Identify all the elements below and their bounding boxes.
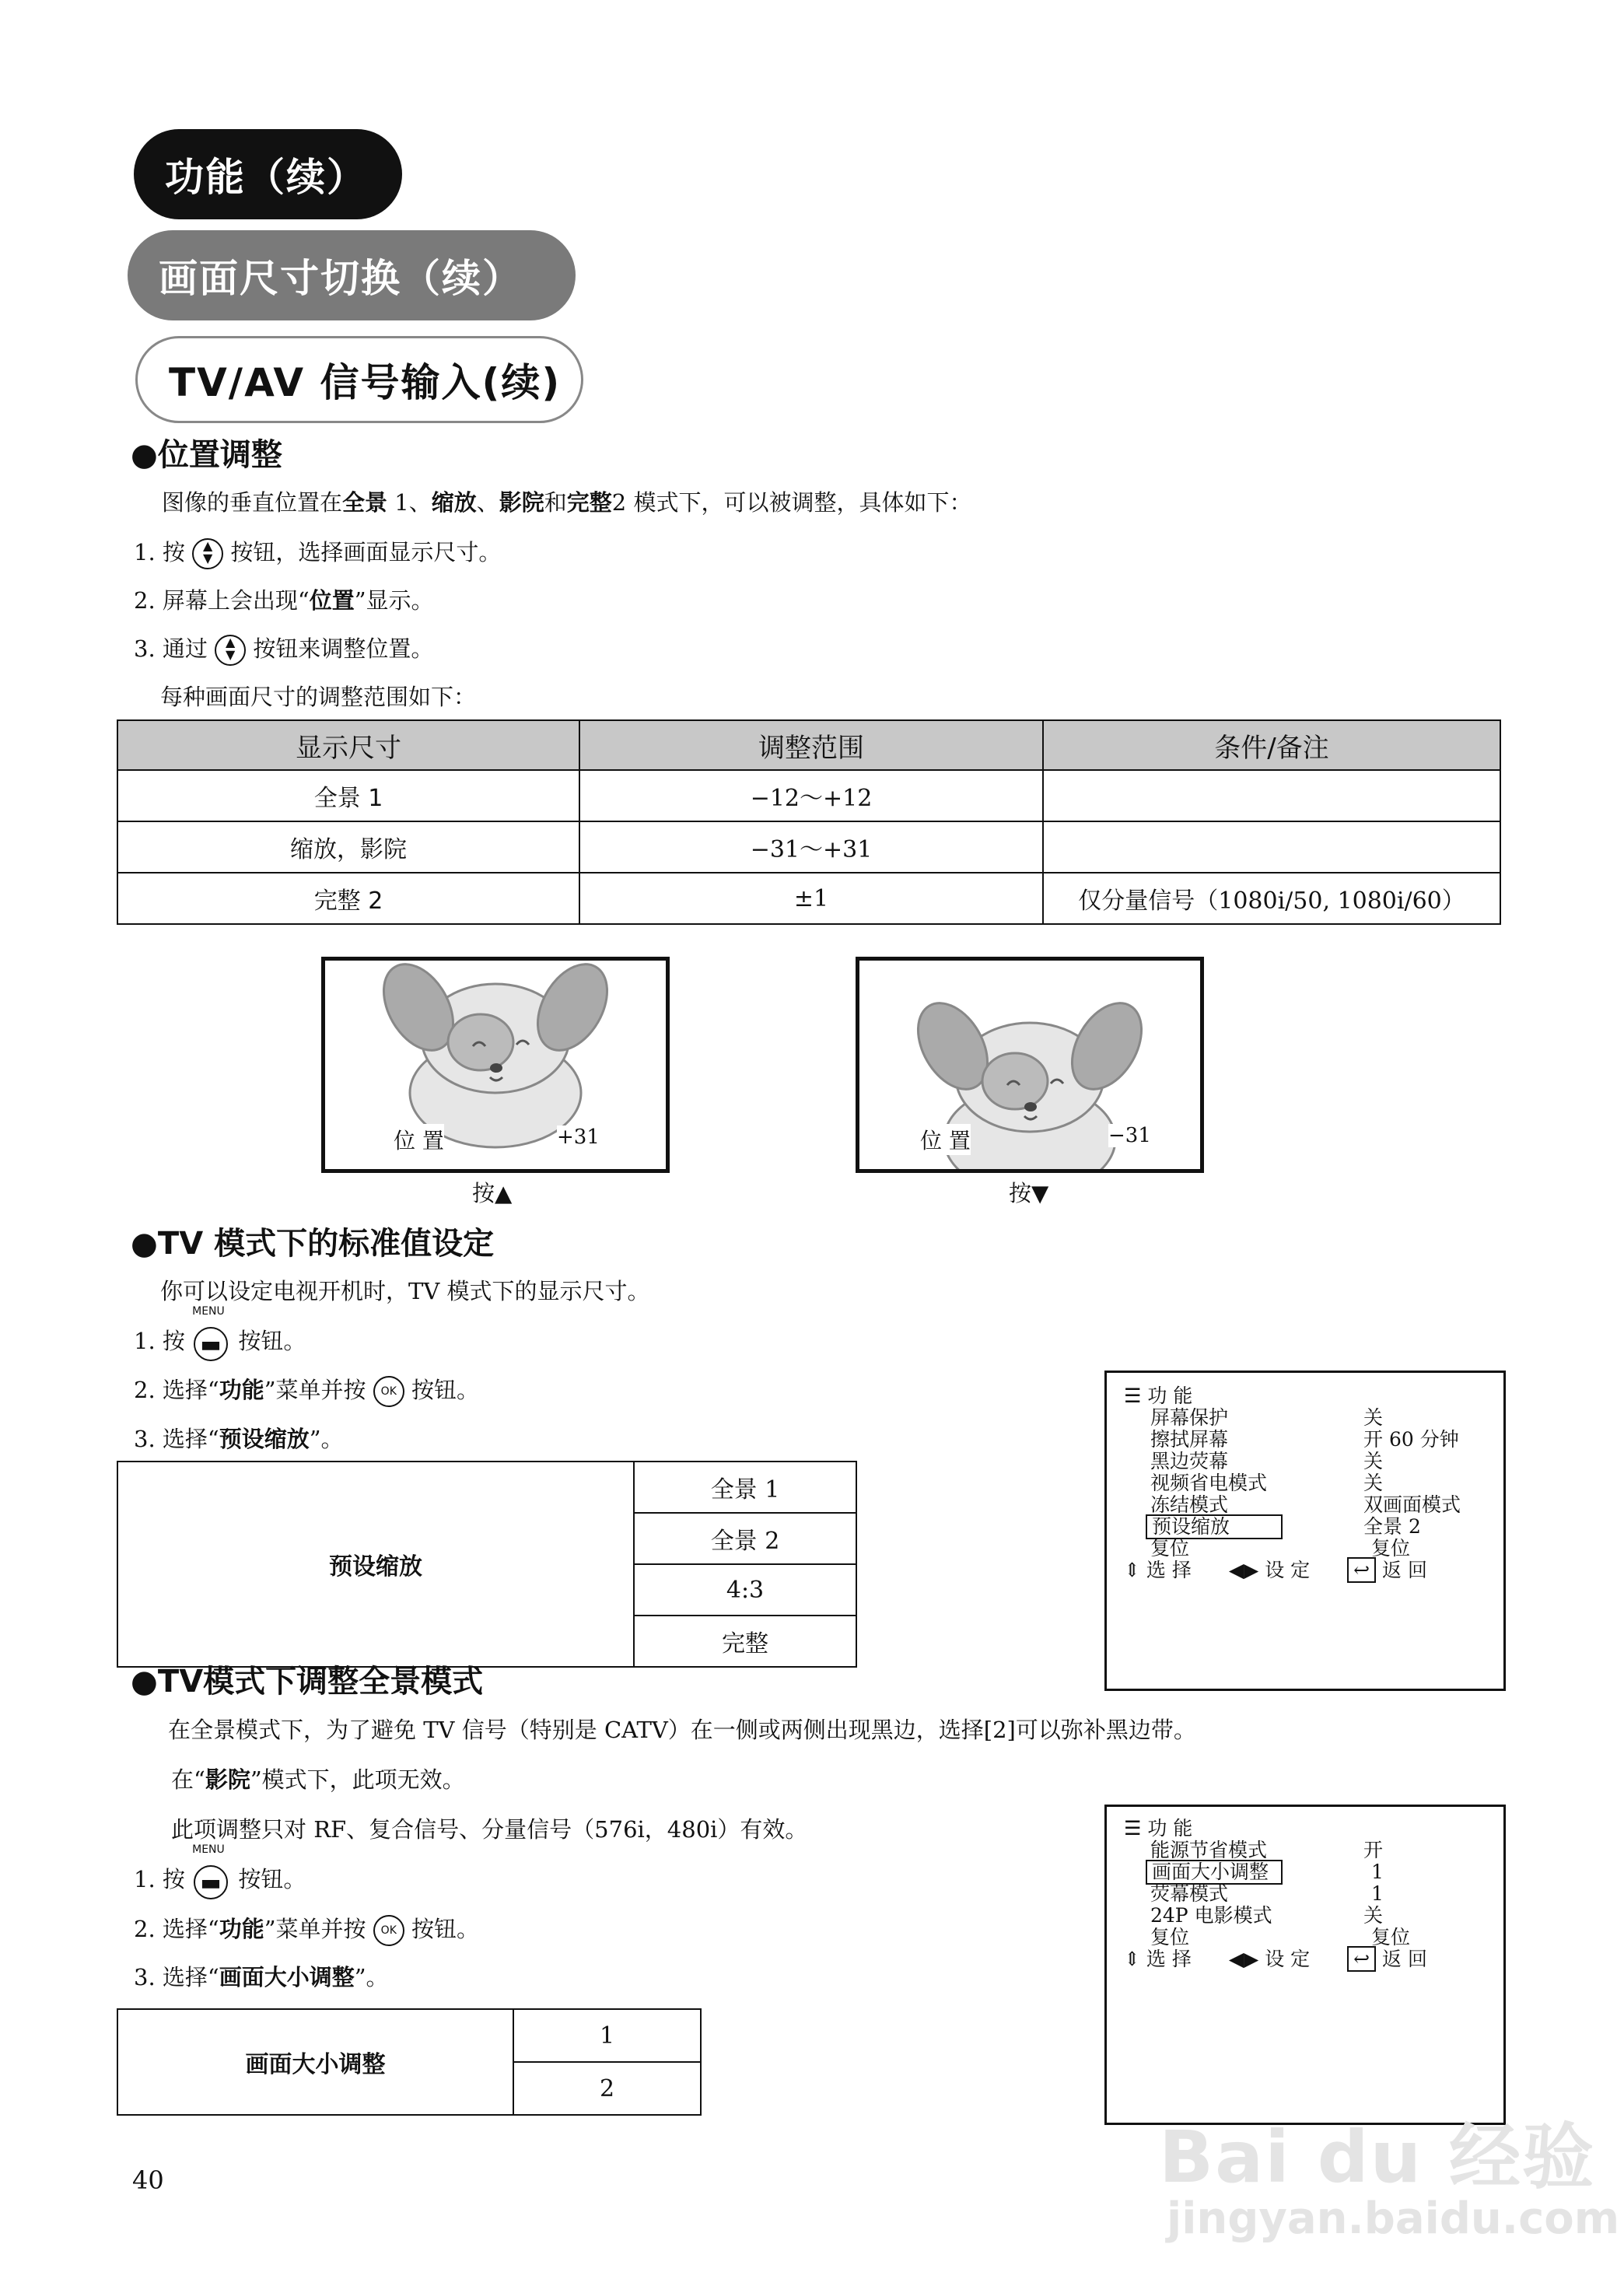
osd-item-label: 视频省电模式 [1150, 1472, 1268, 1494]
left-right-icon: ◀▶ [1228, 1948, 1259, 1970]
baidu-watermark-url: jingyan.baidu.com [1167, 2193, 1620, 2244]
up-down-icon: ⇕ [1124, 1559, 1140, 1581]
option-cell: 完整 [634, 1616, 856, 1667]
position-label: 位 置 [920, 1124, 971, 1155]
osd-item-value: 复位 [1371, 1537, 1411, 1560]
table-label: 画面大小调整 [117, 2009, 513, 2115]
chapter-title: 功能（续） [134, 129, 402, 219]
tv-default-step-3: 3. 选择“预设缩放”。 [134, 1426, 344, 1452]
ok-button-icon: OK [373, 1915, 404, 1946]
up-down-icon: ⇕ [1124, 1948, 1140, 1970]
page-number: 40 [132, 2165, 164, 2195]
osd-item-value: 关 [1363, 1904, 1384, 1927]
wide-adjust-heading: ●TV模式下调整全景模式 [131, 1664, 484, 1700]
osd-item-label: 冻结模式 [1150, 1493, 1229, 1516]
table-row: 完整 2 ±1 仅分量信号（1080i/50, 1080i/60） [117, 873, 1500, 924]
option-cell: 4:3 [634, 1564, 856, 1616]
osd-item-value: 开 [1363, 1839, 1384, 1861]
subsection-title: TV/AV 信号输入(续) [135, 336, 583, 423]
menu-list-icon: ☰ [1124, 1817, 1142, 1840]
osd-function-menu-1 [1104, 1371, 1506, 1691]
range-table [117, 719, 1501, 925]
osd-item-label: 擦拭屏幕 [1150, 1428, 1229, 1451]
option-cell: 全景 2 [634, 1513, 856, 1564]
up-down-button-icon: ▲ ▼ [215, 635, 246, 666]
preset-zoom-table [117, 1461, 857, 1668]
return-icon: ↩ [1347, 1946, 1376, 1972]
baidu-watermark-logo: Bai du 经验 [1159, 2116, 1596, 2199]
position-step-2: 2. 屏幕上会出现“位置”显示。 [134, 587, 434, 614]
table-row: 全景 1 −12～+12 [117, 770, 1500, 821]
option-cell: 全景 1 [634, 1462, 856, 1513]
table-header: 调整范围 [579, 720, 1043, 770]
tv-default-step-1: 1. 按 MENU ▬ 按钮。 [134, 1324, 306, 1358]
osd-item-label: 荧幕模式 [1150, 1882, 1229, 1905]
osd-function-menu-2 [1104, 1805, 1506, 2125]
osd-item-label: 屏幕保护 [1150, 1406, 1229, 1429]
osd-nav: ⇕ 选 择 ◀▶ 设 定 ↩ 返 回 [1124, 1948, 1427, 1970]
osd-item-value: 1 [1371, 1882, 1384, 1905]
position-intro: 图像的垂直位置在全景 1、缩放、影院和完整2 模式下，可以被调整，具体如下： [162, 489, 972, 516]
position-step-1: 1. 按 ▲ ▼ 按钮，选择画面显示尺寸。 [134, 535, 501, 569]
tv-default-intro: 你可以设定电视开机时，TV 模式下的显示尺寸。 [160, 1278, 650, 1304]
osd-item-label: 24P 电影模式 [1150, 1904, 1272, 1927]
caption-up: 按▲ [472, 1180, 513, 1206]
osd-item-label: 能源节省模式 [1150, 1839, 1268, 1861]
table-header: 显示尺寸 [117, 720, 579, 770]
wide-adjust-p2: 在“影院”模式下，此项无效。 [171, 1766, 465, 1793]
osd-item-value: 复位 [1371, 1926, 1411, 1948]
osd-item-label: 复位 [1150, 1537, 1190, 1560]
position-label: 位 置 [394, 1124, 444, 1155]
osd-title: ☰ 功 能 [1124, 1817, 1193, 1840]
osd-item-value: 全景 2 [1363, 1515, 1421, 1538]
osd-title: ☰ 功 能 [1124, 1385, 1193, 1407]
wide-adjust-p1: 在全景模式下，为了避免 TV 信号（特别是 CATV）在一侧或两侧出现黑边，选择[2]可以弥补黑边带。 [168, 1717, 1196, 1743]
option-cell: 2 [513, 2062, 701, 2115]
osd-item-value: 双画面模式 [1363, 1493, 1461, 1516]
table-label: 预设缩放 [117, 1462, 634, 1667]
up-down-button-icon: ▲ ▼ [192, 538, 223, 569]
caption-down: 按▼ [1009, 1180, 1049, 1206]
menu-button-icon: MENU ▬ [192, 1865, 231, 1896]
osd-item-label: 黑边荧幕 [1150, 1450, 1229, 1472]
osd-item-value: 关 [1363, 1406, 1384, 1429]
wide-adjust-step-3: 3. 选择“画面大小调整”。 [134, 1964, 389, 1990]
option-cell: 1 [513, 2009, 701, 2062]
osd-item-value: 1 [1371, 1861, 1384, 1883]
osd-item-value: 开 60 分钟 [1363, 1428, 1459, 1451]
position-value: +31 [557, 1125, 600, 1149]
menu-button-icon: MENU ▬ [192, 1327, 231, 1358]
picture-size-table [117, 2008, 702, 2116]
osd-item-label-selected: 画面大小调整 [1146, 1860, 1283, 1885]
osd-item-label: 复位 [1150, 1926, 1190, 1948]
dog-illustration [325, 961, 666, 1169]
section-title: 画面尺寸切换（续） [128, 230, 576, 320]
position-adjust-heading: ●位置调整 [131, 437, 282, 473]
osd-item-value: 关 [1363, 1472, 1384, 1494]
wide-adjust-p3: 此项调整只对 RF、复合信号、分量信号（576i，480i）有效。 [171, 1816, 808, 1843]
position-step-3: 3. 通过 ▲ ▼ 按钮来调整位置。 [134, 632, 433, 666]
menu-list-icon: ☰ [1124, 1385, 1142, 1407]
position-value: −31 [1108, 1124, 1151, 1147]
osd-item-value: 关 [1363, 1450, 1384, 1472]
tv-default-heading: ●TV 模式下的标准值设定 [131, 1226, 495, 1262]
wide-adjust-step-2: 2. 选择“功能”菜单并按 OK 按钮。 [134, 1912, 479, 1946]
wide-adjust-step-1: 1. 按 MENU ▬ 按钮。 [134, 1862, 306, 1896]
osd-nav: ⇕ 选 择 ◀▶ 设 定 ↩ 返 回 [1124, 1559, 1427, 1581]
left-right-icon: ◀▶ [1228, 1559, 1259, 1581]
screen-position-up [321, 957, 670, 1173]
range-intro: 每种画面尺寸的调整范围如下： [160, 684, 477, 710]
tv-default-step-2: 2. 选择“功能”菜单并按 OK 按钮。 [134, 1373, 479, 1407]
osd-item-label-selected: 预设缩放 [1146, 1514, 1283, 1539]
table-header: 条件/备注 [1043, 720, 1500, 770]
screen-position-down [856, 957, 1204, 1173]
return-icon: ↩ [1347, 1557, 1376, 1583]
ok-button-icon: OK [373, 1376, 404, 1407]
table-row: 缩放，影院 −31～+31 [117, 821, 1500, 873]
